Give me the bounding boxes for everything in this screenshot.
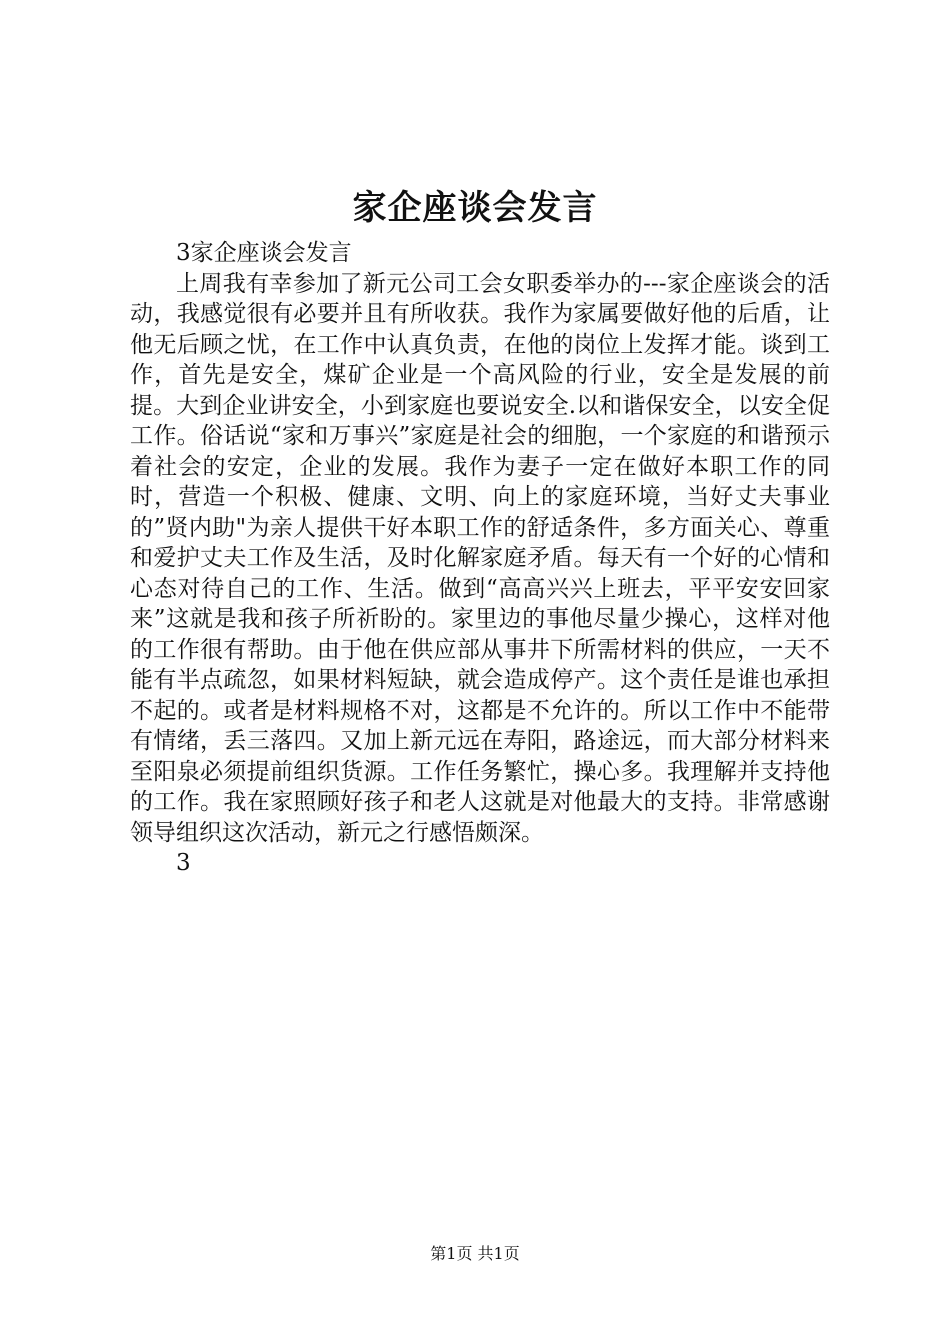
body-paragraph: 上周我有幸参加了新元公司工会女职委举办的---家企座谈会的活动，我感觉很有必要并且有所收获。我作为家属要做好他的后盾，让他无后顾之忧，在工作中认真负责，在他的岗位上发挥才能。谈到工作，首先是安全，煤矿企业是一个高风险的行业，安全是发展的前提。大到企业讲安全，小到家庭也要说安全.以和谐保安全，以安全促工作。俗话说“家和万事兴”家庭是社会的细胞，一个家庭的和谐预示着社会的安定，企业的发展。我作为妻子一定在做好本职工作的同时，营造一个积极、健康、文明、向上的家庭环境，当好丈夫事业的”贤内助"为亲人提供干好本职工作的舒适条件，多方面关心、尊重和爱护丈夫工作及生活，及时化解家庭矛盾。每天有一个好的心情和心态对待自己的工作、生活。做到“高高兴兴上班去，平平安安回家来”这就是我和孩子所祈盼的。家里边的事他尽量少操心，这样对他的工作很有帮助。由于他在供应部从事井下所需材料的供应，一天不能有半点疏忽，如果材料短缺，就会造成停产。这个责任是谁也承担不起的。或者是材料规格不对，这都是不允许的。所以工作中不能带有情绪，丢三落四。又加上新元远在寿阳，路途远，而大部分材料来至阳泉必须提前组织货源。工作任务繁忙，操心多。我理解并支持他的工作。我在家照顾好孩子和老人这就是对他最大的支持。非常感谢领导组织这次活动，新元之行感悟颇深。 [130, 270, 830, 846]
document-title: 家企座谈会发言 [352, 188, 598, 228]
subtitle-paragraph: 3家企座谈会发言 [176, 240, 352, 266]
page-footer: 第1页 共1页 [430, 1244, 520, 1263]
trailing-paragraph: 3 [176, 850, 191, 876]
document-body [130, 238, 830, 879]
